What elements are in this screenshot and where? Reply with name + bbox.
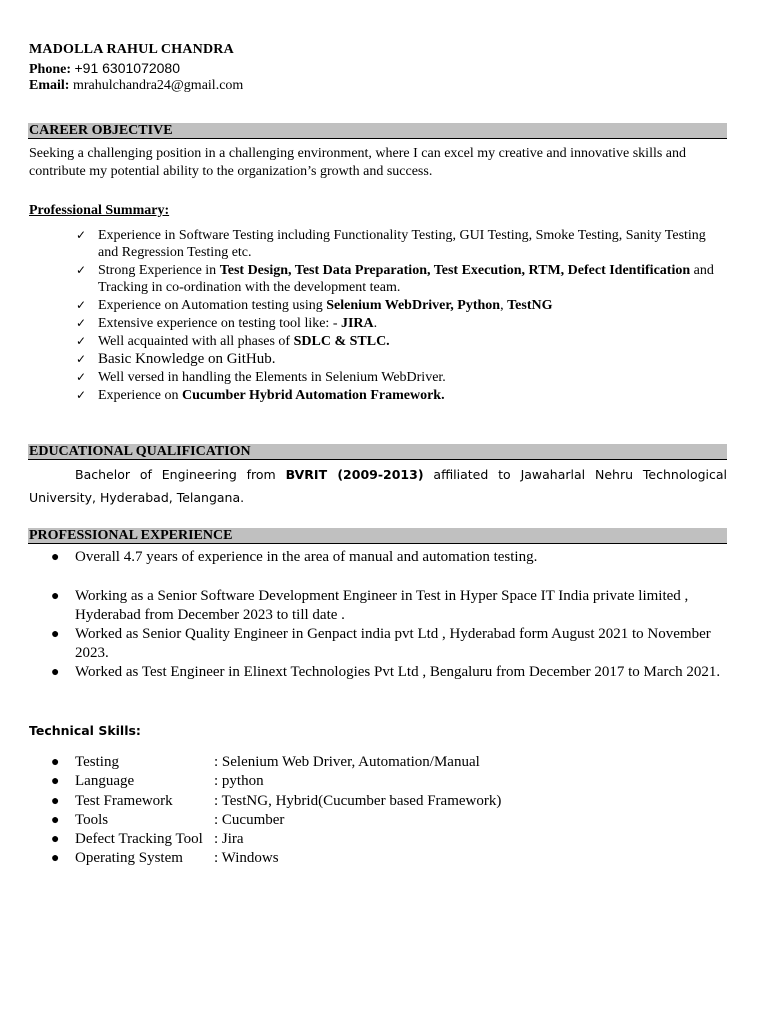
list-item: ✓ Well acquainted with all phases of SDLC & STLC.	[76, 334, 390, 349]
list-item: ● Overall 4.7 years of experience in the area of manual and automation testing.	[51, 549, 538, 565]
bullet-icon: ●	[51, 755, 60, 770]
list-item: ✓ Strong Experience in Test Design, Test Data Preparation, Test Execution, RTM, Defect Identification and Tracking in co-ordination with the development team.	[76, 263, 714, 295]
technical-skills-list	[48, 753, 723, 869]
list-item: ✓ Well versed in handling the Elements in Selenium WebDriver.	[76, 370, 446, 385]
list-item: ✓ Basic Knowledge on GitHub.	[76, 351, 276, 367]
bullet-icon: ●	[51, 589, 60, 604]
list-item: ● Defect Tracking Tool : Jira	[48, 830, 723, 849]
checkmark-icon: ✓	[76, 298, 87, 312]
phone-label: Phone:	[29, 62, 71, 77]
professional-summary-list	[76, 227, 726, 404]
bullet-icon: ●	[51, 665, 60, 680]
bullet-icon: ●	[51, 793, 60, 809]
checkmark-icon: ✓	[76, 316, 87, 330]
list-item: ✓ Experience on Cucumber Hybrid Automation Framework.	[76, 388, 445, 403]
email-label: Email:	[29, 78, 70, 93]
bullet-icon: ●	[51, 851, 60, 867]
list-item: ● Worked as Senior Quality Engineer in Genpact india pvt Ltd , Hyderabad form August 2021 to November 2023.	[51, 626, 711, 661]
bullet-icon: ●	[51, 550, 60, 565]
checkmark-icon: ✓	[76, 228, 87, 242]
email-line	[29, 78, 243, 94]
list-item: ● Language : python	[48, 772, 723, 791]
list-item: ● Test Framework : TestNG, Hybrid(Cucumber based Framework)	[48, 792, 723, 811]
checkmark-icon: ✓	[76, 370, 87, 384]
email-value: mrahulchandra24@gmail.com	[72, 78, 244, 93]
bullet-icon: ●	[51, 832, 60, 848]
bullet-icon: ●	[51, 812, 60, 828]
checkmark-icon: ✓	[76, 388, 87, 402]
candidate-name: MADOLLA RAHUL CHANDRA	[29, 42, 234, 57]
professional-summary-heading: Professional Summary:	[29, 203, 170, 218]
bullet-icon: ●	[51, 627, 60, 642]
phone-line	[29, 60, 180, 78]
list-item: ● Worked as Test Engineer in Elinext Technologies Pvt Ltd , Bengaluru from December 2017 to March 2021.	[51, 664, 721, 680]
bullet-icon: ●	[51, 774, 60, 790]
list-item: ✓ Experience in Software Testing including Functionality Testing, GUI Testing, Smoke Testing, Sanity Testing and Regression Testing etc.	[76, 228, 706, 260]
technical-skills-heading: Technical Skills:	[29, 723, 141, 738]
list-item: ● Operating System : Windows	[48, 849, 723, 868]
career-objective-text: Seeking a challenging position in a challenging environment, where I can excel my creative and innovative skills and contribute my potential ability to the organization’s growth and success.	[29, 146, 687, 179]
experience-list	[48, 548, 723, 682]
phone-value: +91 6301072080	[74, 60, 180, 76]
checkmark-icon: ✓	[76, 263, 87, 277]
professional-experience-heading: PROFESSIONAL EXPERIENCE	[28, 528, 727, 544]
education-text: Bachelor of Engineering from BVRIT (2009-2013) affiliated to Jawaharlal Nehru Technological University, Hyderabad, Telangana.	[29, 467, 727, 505]
career-objective-heading: CAREER OBJECTIVE	[28, 123, 727, 139]
list-item: ● Testing : Selenium Web Driver, Automation/Manual	[48, 753, 723, 772]
list-item: ● Tools : Cucumber	[48, 811, 723, 830]
checkmark-icon: ✓	[76, 352, 87, 366]
checkmark-icon: ✓	[76, 334, 87, 348]
education-heading: EDUCATIONAL QUALIFICATION	[28, 444, 727, 460]
list-item: ● Working as a Senior Software Development Engineer in Test in Hyper Space IT India private limited , Hyderabad from December 2023 to till date .	[51, 588, 689, 623]
list-item: ✓ Experience on Automation testing using Selenium WebDriver, Python, TestNG	[76, 298, 553, 313]
list-item: ✓ Extensive experience on testing tool like: - JIRA.	[76, 316, 378, 331]
